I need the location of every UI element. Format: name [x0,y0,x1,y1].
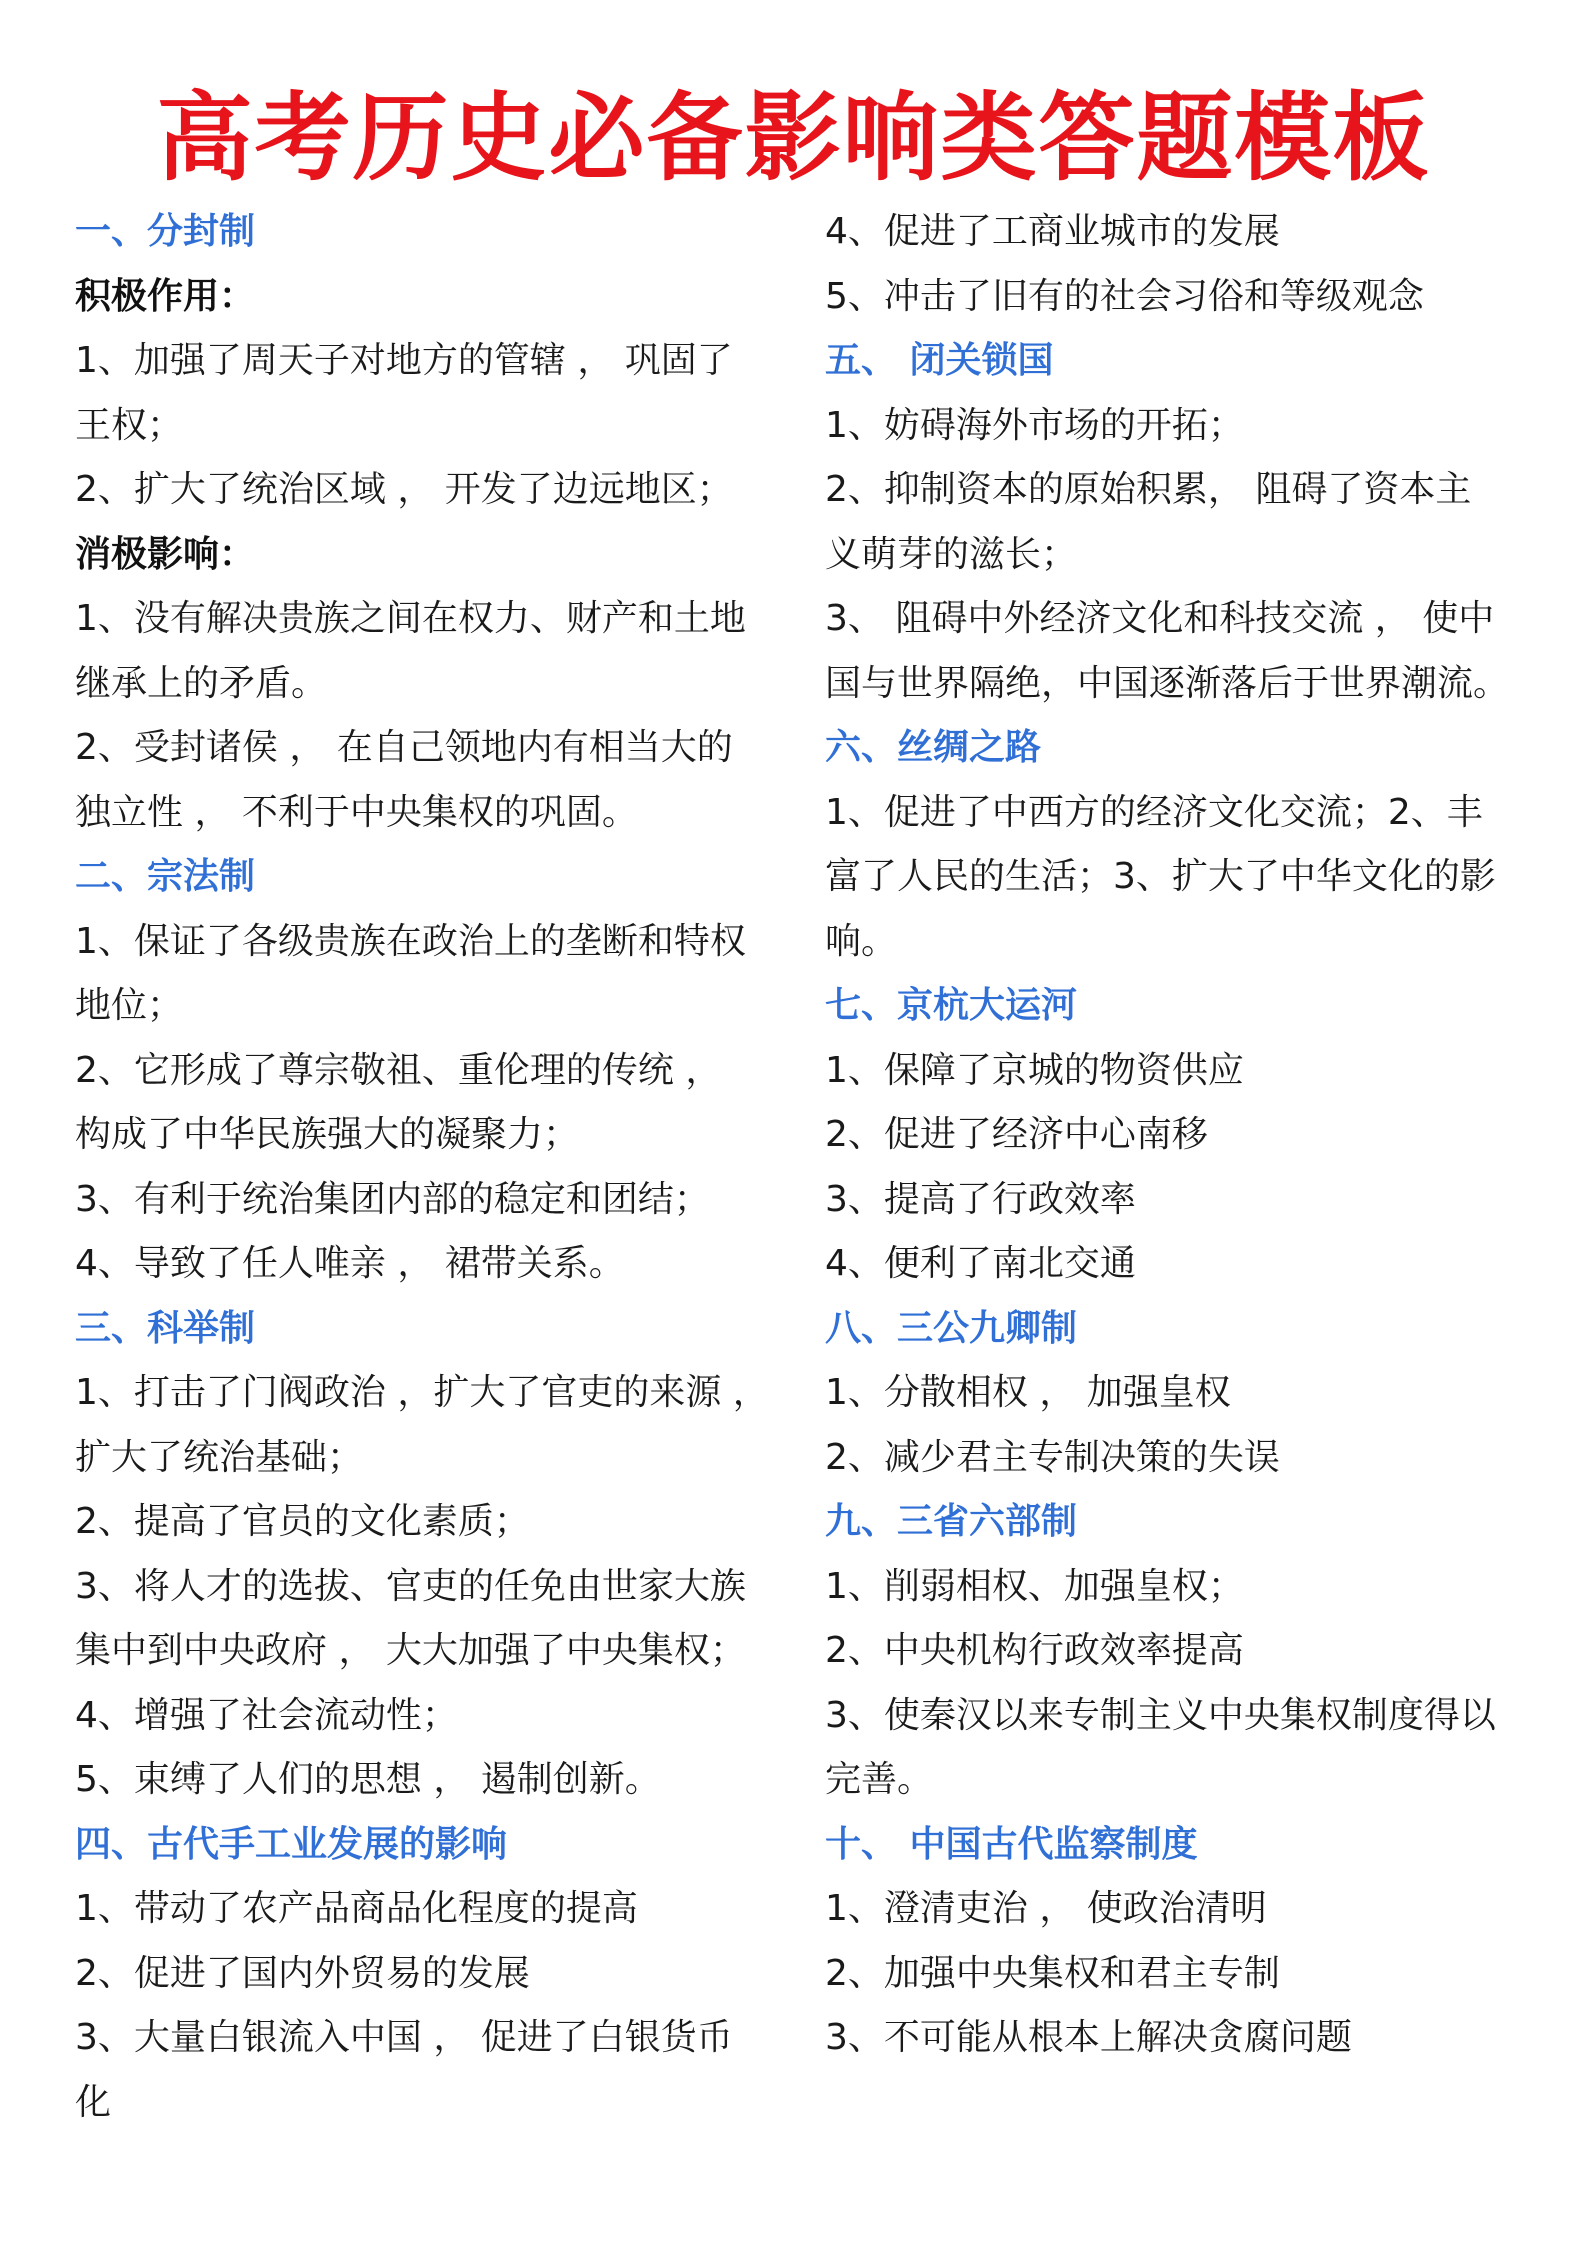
section-heading: 三、科举制 [75,1307,256,1349]
body-line: 1、妨碍海外市场的开拓； [825,404,1244,446]
sub-heading: 消极影响： [75,533,256,575]
body-line: 2、受封诸侯 ， 在自己领地内有相当大的 [75,727,733,768]
body-line: 王权； [75,404,184,446]
right-column [825,200,1530,2071]
body-line: 1、带动了农产品商品化程度的提高 [75,1888,638,1929]
body-line: 2、加强中央集权和君主专制 [825,1952,1280,1994]
body-line: 4、导致了任人唯亲 ， 裙带关系。 [75,1243,625,1284]
body-line: 响。 [825,920,898,962]
body-line: 1、分散相权 ， 加强皇权 [825,1372,1231,1413]
left-column [75,200,775,2135]
body-line: 3、 阻碍中外经济文化和科技交流 ， 使中 [825,598,1495,639]
section-heading: 四、古代手工业发展的影响 [75,1823,508,1865]
body-line: 化 [75,2081,112,2123]
section-heading: 一、分封制 [75,211,256,252]
body-line: 3、不可能从根本上解决贪腐问题 [825,2017,1352,2058]
body-line: 2、促进了国内外贸易的发展 [75,1952,530,1994]
body-line: 2、中央机构行政效率提高 [825,1630,1244,1671]
body-line: 3、将人才的选拔、官吏的任免由世家大族 [75,1565,746,1607]
body-line: 2、它形成了尊宗敬祖、重伦理的传统 ， [75,1049,722,1091]
section-heading: 六、丝绸之路 [825,727,1042,768]
body-line: 5、冲击了旧有的社会习俗和等级观念 [825,275,1424,317]
body-line: 4、增强了社会流动性； [75,1694,458,1736]
body-line: 1、加强了周天子对地方的管辖 ， 巩固了 [75,340,733,381]
body-line: 4、促进了工商业城市的发展 [825,211,1280,252]
body-line: 1、没有解决贵族之间在权力、财产和土地 [75,598,746,639]
body-line: 3、使秦汉以来专制主义中央集权制度得以 [825,1694,1496,1736]
section-heading: 五、 闭关锁国 [825,340,1054,381]
body-line: 2、提高了官员的文化素质； [75,1501,530,1542]
body-line: 1、保障了京城的物资供应 [825,1049,1244,1091]
body-line: 2、促进了经济中心南移 [825,1114,1208,1155]
body-line: 1、打击了门阀政治 ，扩大了官吏的来源 ， [75,1372,769,1413]
body-line: 义萌芽的滋长； [825,533,1078,575]
body-line: 2、抑制资本的原始积累， 阻碍了资本主 [825,469,1472,510]
body-line: 地位； [75,985,184,1026]
body-line: 继承上的矛盾。 [75,662,328,704]
body-line: 3、提高了行政效率 [825,1178,1136,1220]
body-line: 扩大了统治基础； [75,1436,364,1478]
body-line: 国与世界隔绝，中国逐渐落后于世界潮流。 [825,662,1510,704]
body-line: 构成了中华民族强大的凝聚力； [75,1114,580,1155]
section-heading: 十、 中国古代监察制度 [825,1823,1198,1865]
body-line: 1、澄清吏治 ， 使政治清明 [825,1888,1267,1929]
body-line: 1、削弱相权、加强皇权； [825,1565,1244,1607]
body-line: 1、促进了中西方的经济文化交流；2、丰 [825,791,1483,833]
section-heading: 八、三公九卿制 [825,1307,1078,1349]
body-line: 4、便利了南北交通 [825,1243,1136,1284]
body-line: 3、大量白银流入中国 ， 促进了白银货币 [75,2017,733,2058]
body-line: 1、保证了各级贵族在政治上的垄断和特权 [75,920,746,962]
page-title: 高考历史必备影响类答题模板 [156,82,1431,194]
section-heading: 二、宗法制 [75,856,256,897]
body-line: 独立性 ， 不利于中央集权的巩固。 [75,791,638,833]
body-line: 5、束缚了人们的思想 ， 遏制创新。 [75,1759,661,1800]
section-heading: 七、京杭大运河 [825,985,1078,1026]
body-line: 2、扩大了统治区域 ， 开发了边远地区； [75,469,733,510]
body-line: 3、有利于统治集团内部的稳定和团结； [75,1178,710,1220]
body-line: 集中到中央政府 ， 大大加强了中央集权； [75,1630,746,1671]
body-line: 富了人民的生活；3、扩大了中华文化的影 [825,856,1496,897]
body-line: 2、减少君主专制决策的失误 [825,1436,1280,1478]
body-line: 完善。 [825,1759,934,1800]
section-heading: 九、三省六部制 [825,1501,1078,1542]
sub-heading: 积极作用： [75,275,256,317]
